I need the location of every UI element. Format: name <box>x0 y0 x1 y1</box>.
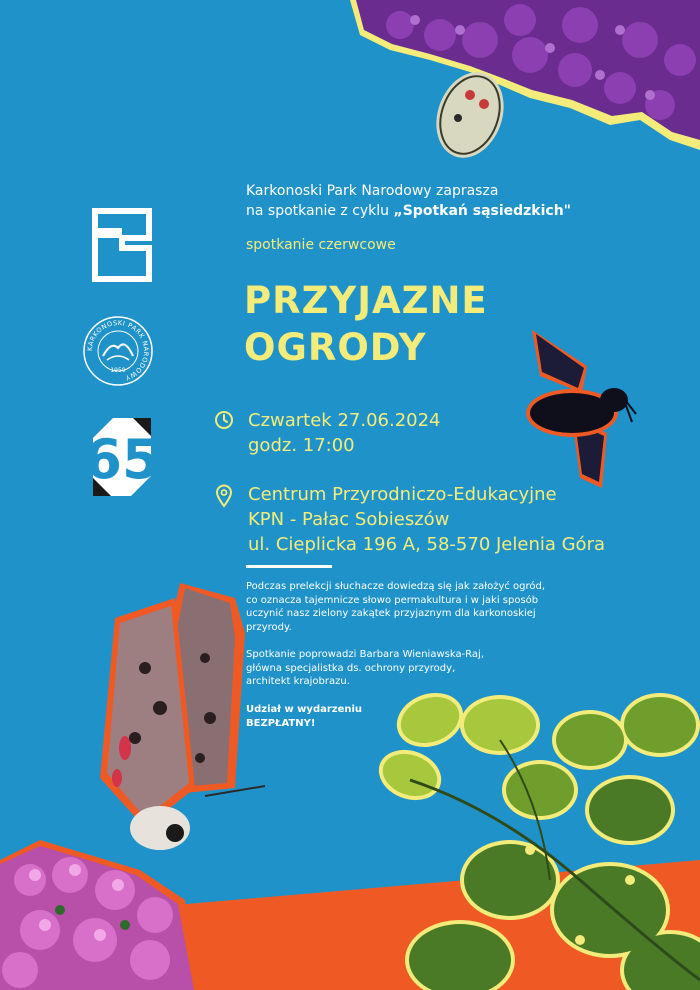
seal-year: 1959 <box>110 367 126 374</box>
title-line-1: PRZYJAZNE <box>244 279 488 322</box>
karkonosze-park-seal <box>83 316 153 386</box>
anniversary-65-logo <box>84 418 160 496</box>
seal-text: KARKONOSKI PARK NARODOWY <box>85 318 151 382</box>
series-name: „Spotkań sąsiedzkich" <box>393 203 571 219</box>
event-title <box>244 277 488 371</box>
location-line-2: KPN - Pałac Sobieszów <box>248 509 450 530</box>
invitation-text <box>246 181 571 221</box>
description-line: Podczas prelekcji słuchacze dowiedzą się jak założyć ogród, <box>246 581 546 592</box>
invite-line-1: Karkonoski Park Narodowy zaprasza <box>246 183 499 199</box>
free-entry-line: BEZPŁATNY! <box>246 717 316 729</box>
bee-photo <box>512 318 642 493</box>
event-location <box>248 482 605 557</box>
location-pin-icon <box>215 484 233 508</box>
subtitle: spotkanie czerwcowe <box>246 237 396 253</box>
invite-line-2 <box>246 201 571 221</box>
description-line: Spotkanie poprowadzi Barbara Wieniawska-Raj, <box>246 649 484 660</box>
description-line: co oznacza tajemnicze słowo permakultura i w jaki sposób <box>246 594 539 606</box>
anniversary-number: 65 <box>84 428 160 491</box>
location-line-3: ul. Cieplicka 196 A, 58-570 Jelenia Góra <box>248 534 606 555</box>
invite-line-2-prefix: na spotkanie z cyklu <box>246 203 394 219</box>
description-line: uczynić nasz zielony zakątek przyjaznym dla karkonoskiej <box>246 608 536 619</box>
title-line-2: OGRODY <box>244 326 427 369</box>
free-entry-line: Udział w wydarzeniu <box>246 704 363 715</box>
location-line-1: Centrum Przyrodniczo-Edukacyjne <box>248 484 557 505</box>
description-line: przyrody. <box>246 621 292 633</box>
divider <box>246 565 332 568</box>
description-paragraph-1 <box>246 580 596 634</box>
f-logo-icon <box>92 208 152 282</box>
event-date: Czwartek 27.06.2024 <box>248 410 441 431</box>
description-line: architekt krajobrazu. <box>246 676 350 687</box>
event-time: godz. 17:00 <box>248 435 355 456</box>
green-leaves-photo <box>380 680 700 990</box>
purple-flower-photo <box>320 0 700 165</box>
event-datetime <box>248 408 441 458</box>
clock-icon <box>214 410 234 430</box>
description-line: główna specjalistka ds. ochrony przyrody, <box>246 662 456 674</box>
pink-flower-photo <box>0 830 200 990</box>
